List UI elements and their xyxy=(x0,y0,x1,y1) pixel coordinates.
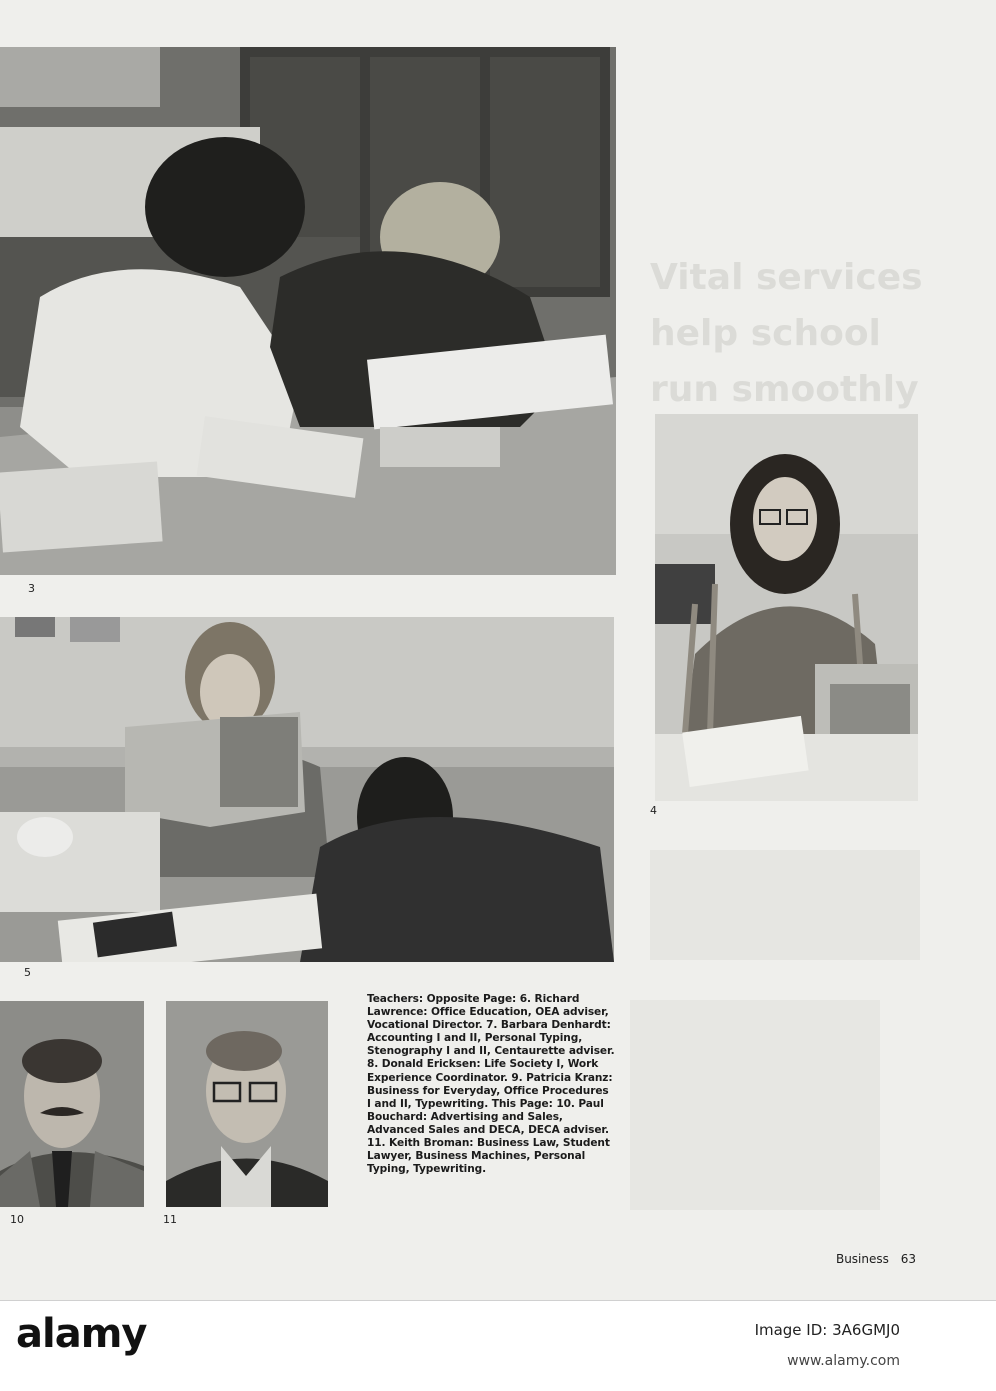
photo-number-10: 10 xyxy=(10,1213,24,1226)
photo-number-4: 4 xyxy=(650,804,657,817)
photo-number-11: 11 xyxy=(163,1213,177,1226)
site-url: www.alamy.com xyxy=(787,1353,900,1369)
photo-number-5: 5 xyxy=(24,966,31,979)
photo-11 xyxy=(166,1001,328,1207)
section-label: Business xyxy=(835,1252,889,1266)
folio xyxy=(836,1252,916,1266)
photo-3 xyxy=(0,47,616,575)
photo-5 xyxy=(0,617,614,962)
photo-4 xyxy=(655,414,918,801)
classroom-students-writing-photo xyxy=(0,47,616,575)
students-reading-checkbook-photo xyxy=(0,617,614,962)
watermark-footer xyxy=(0,1300,996,1391)
bleed-through-block xyxy=(630,1000,880,1210)
portrait-paul-bouchard-photo xyxy=(0,1001,144,1207)
photo-10 xyxy=(0,1001,144,1207)
ghost-line-2: help school xyxy=(650,313,881,354)
photo-number-3: 3 xyxy=(28,582,35,595)
bleed-through-headline xyxy=(650,250,950,418)
alamy-logo: alamy xyxy=(16,1311,147,1357)
portrait-keith-broman-photo xyxy=(166,1001,328,1207)
teachers-caption: Teachers: Opposite Page: 6. Richard Lawrence: Office Education, OEA adviser, Vocational Director. 7. Barbara Denhardt: Accounting I and II, Personal Typing, Stenography I and II, Centaurette adviser. 8. Donald Ericksen: Life Society I, Work Experience Coordinator. 9. Patricia Kranz: Business for Everyday, Office Procedures I and II, Typewriting. This Page: 10. Paul Bouchard: Advertising and Sales, Advanced Sales and DECA, DECA adviser. 11. Keith Broman: Business Law, Student Lawyer, Business Machines, Personal Typing, Typewriting. xyxy=(367,993,615,1176)
ghost-line-1: Vital services xyxy=(650,257,923,298)
bleed-through-block xyxy=(650,850,920,960)
page-number: 63 xyxy=(900,1252,916,1266)
image-id: Image ID: 3A6GMJ0 xyxy=(754,1321,900,1339)
ghost-line-3: run smoothly xyxy=(650,369,919,410)
student-at-typewriter-photo xyxy=(655,414,918,801)
